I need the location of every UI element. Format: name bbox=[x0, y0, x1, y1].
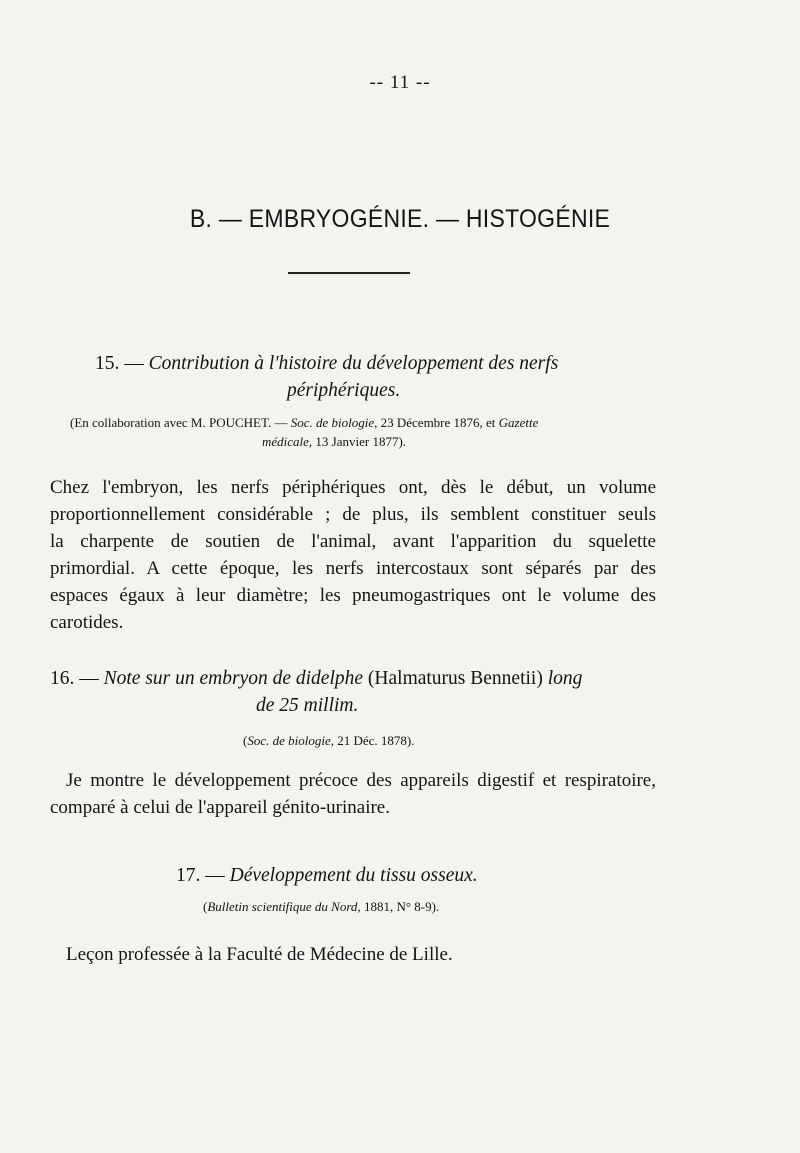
entry-16-title-cont: de 25 millim. bbox=[256, 695, 359, 716]
entry-16-source bbox=[243, 731, 415, 750]
entry-17-source-open: ( bbox=[203, 899, 208, 914]
entry-15-source-journal: Soc. de biologie, bbox=[290, 415, 378, 430]
entry-17-dash: — bbox=[205, 865, 225, 886]
entry-15-source-line2 bbox=[262, 432, 406, 451]
entry-16-body bbox=[50, 767, 656, 821]
entry-15-title-line1 bbox=[95, 350, 635, 377]
entry-15-source-date: 23 Décembre 1876, et bbox=[380, 415, 496, 430]
entry-16-title-a: Note sur un embryon de didelphe bbox=[103, 668, 364, 689]
entry-16-title-species: (Halmaturus Bennetii) bbox=[367, 668, 543, 689]
entry-15-body bbox=[50, 474, 656, 636]
entry-15-number: 15. bbox=[95, 353, 120, 374]
entry-15-body-line: proportionnellement considérable ; de plus, ils semblent constituer seuls bbox=[50, 504, 656, 525]
entry-17-body bbox=[66, 941, 672, 968]
entry-17-body-line: Leçon professée à la Faculté de Médecine de Lille. bbox=[66, 944, 453, 965]
entry-15-source-collab: (En collaboration avec M. POUCHET. — bbox=[70, 415, 288, 430]
entry-15-source-medicale: médicale, bbox=[262, 434, 313, 449]
entry-15-source-line1 bbox=[70, 413, 670, 432]
entry-17-number: 17. bbox=[176, 865, 201, 886]
entry-16-body-line: comparé à celui de l'appareil génito-urinaire. bbox=[50, 797, 390, 818]
divider-rule bbox=[288, 272, 410, 274]
entry-15-title-line2 bbox=[287, 377, 400, 404]
entry-15-title-cont: périphériques. bbox=[287, 380, 401, 401]
entry-17-title bbox=[176, 862, 478, 889]
entry-17-source-date: 1881, N° 8-9). bbox=[363, 899, 440, 914]
entry-16-source-journal: Soc. de biologie, bbox=[247, 733, 334, 748]
entry-16-dash: — bbox=[79, 668, 99, 689]
entry-16-source-date: 21 Déc. 1878). bbox=[337, 733, 415, 748]
entry-16-title-line2 bbox=[256, 692, 358, 719]
entry-15-source-gazette: Gazette bbox=[498, 415, 539, 430]
entry-15-body-line: espaces égaux à leur diamètre; les pneumogastriques ont le volume des bbox=[50, 585, 656, 606]
entry-16-title-line1 bbox=[50, 665, 656, 692]
entry-17-source-journal: Bulletin scientifique du Nord, bbox=[207, 899, 361, 914]
entry-15-body-line: carotides. bbox=[50, 612, 124, 633]
entry-15-body-line: primordial. A cette époque, les nerfs intercostaux sont séparés par des bbox=[50, 558, 656, 579]
entry-16-title-b: long bbox=[547, 668, 583, 689]
entry-15-dash: — bbox=[124, 353, 144, 374]
entry-17-title-text: Développement du tissu osseux. bbox=[229, 865, 478, 886]
entry-15-body-line: la charpente de soutien de l'animal, avant l'apparition du squelette bbox=[50, 531, 656, 552]
section-heading: B. — EMBRYOGÉNIE. — HISTOGÉNIE bbox=[189, 205, 611, 233]
entry-16-body-line: Je montre le développement précoce des appareils digestif et respiratoire, bbox=[66, 770, 656, 791]
entry-15-title: Contribution à l'histoire du développement des nerfs bbox=[148, 353, 559, 374]
entry-15-source-date2: 13 Janvier 1877). bbox=[315, 434, 407, 449]
entry-17-source bbox=[203, 897, 439, 916]
page-number: -- 11 -- bbox=[369, 72, 431, 93]
entry-16-source-open: ( bbox=[243, 733, 248, 748]
entry-15-body-line: Chez l'embryon, les nerfs périphériques ont, dès le début, un volume bbox=[50, 477, 656, 498]
entry-16-number: 16. bbox=[50, 668, 75, 689]
